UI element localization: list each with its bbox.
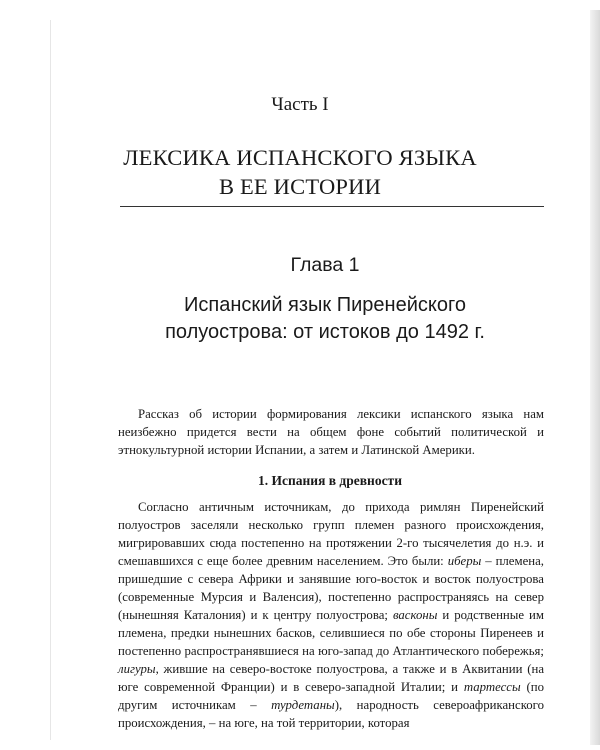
paragraph-text: , жившие на северо-востоке полуострова, а также и в Аквитании (на юге современной Франции) и в северо-западной Италии; и <box>118 662 544 694</box>
term-iberians: иберы <box>447 554 482 568</box>
body-paragraph <box>118 498 544 732</box>
chapter-title-line-1: Испанский язык Пиренейского <box>184 294 466 316</box>
chapter-label: Глава 1 <box>290 254 360 276</box>
part-title-line-2: В ЕЕ ИСТОРИИ <box>218 174 382 199</box>
part-label: Часть I <box>271 94 329 115</box>
horizontal-rule <box>120 206 544 207</box>
part-title <box>0 143 600 201</box>
paragraph-text: – племена, пришедшие с севера Африки и занявшие юго-восток и восток полуострова (современные Мурсия и Валенсия), постепенно распространяясь на север (нынешняя Каталония) и к центру полуострова; <box>118 554 544 622</box>
intro-paragraph: Рассказ об истории формирования лексики испанского языка нам неизбежно придется вести на общем фоне событий политической и этнокультурной истории Испании, а затем и Латинской Америки. <box>118 407 544 457</box>
paragraph-text: и родственные им племена, предки нынешних басков, селившиеся по обе стороны Пиренеев и постепенно распространявшиеся на юго-запад до Атлантического побережья; <box>118 608 544 658</box>
page-edge-shadow <box>590 10 600 745</box>
paragraph-text: (по другим источникам – <box>118 680 544 712</box>
term-ligurians: лигуры <box>118 662 156 676</box>
part-title-line-1: ЛЕКСИКА ИСПАНСКОГО ЯЗЫКА <box>123 145 477 170</box>
chapter-title <box>0 292 600 346</box>
chapter-title-line-2: полуострова: от истоков до 1492 г. <box>165 321 485 343</box>
term-tartessians: тартессы <box>463 680 521 694</box>
section-heading: 1. Испания в древности <box>258 473 402 488</box>
paragraph-text: Согласно античным источникам, до прихода римлян Пиренейский полуостров заселяли несколько групп племен разного происхождения, мигрировавших сюда постепенно на протяжении 2-го тысячелетия до н.э. и смешавшихся с еще более древним населением. Это были: <box>118 500 544 568</box>
paragraph-text: ), народность североафриканского происхождения, – на юге, на той территории, которая <box>118 698 544 730</box>
term-basques: васконы <box>392 608 438 622</box>
term-turdetanians: турдетаны <box>271 698 335 712</box>
